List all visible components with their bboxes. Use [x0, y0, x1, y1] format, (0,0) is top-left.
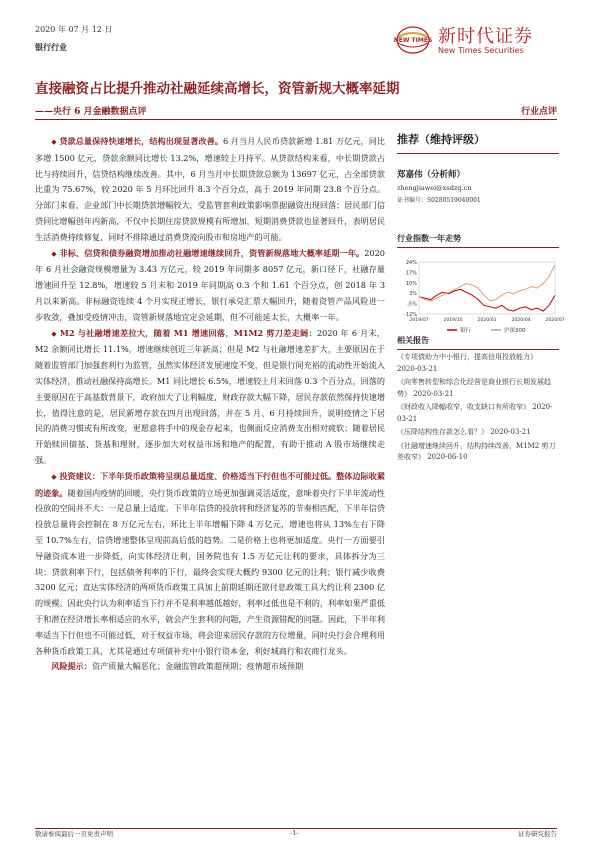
- paragraph-investment: [35, 469, 385, 660]
- related-report-date: 2020-03-21: [488, 428, 531, 436]
- paragraph-text: 6 月当月人民币贷款新增 1.81 万亿元，同比多增 1500 亿元，贷款余额同比增长 13.2%，增速较上月持平。从贷款结构来看，中长期贷款占比与持续回升，信贷结构继续改善。其中，6 月当月中长期贷款总额为 13697 亿元，占全部贷款比重为 75.67%，较 2020 年 5 月环比回升 8.3 个百分点，高于 2019 年同期 23.8 个百分点。分部门来看，企业部门中长期贷款增幅较大，受监管套利政策影响票据融资出现回落；居民部门信贷同比增幅创年内新高，不仅中长期住房贷款规模有所增加，短期消费贷款也显著回升，表明居民生活消费持续修复，同时不排除通过消费贷流向股市和房地产的可能。: [35, 136, 385, 242]
- page-subtitle: ——央行 6 月金融数据点评: [35, 107, 147, 117]
- index-trend-chart: [397, 248, 565, 340]
- sidebar: [397, 131, 565, 461]
- company-logo: [394, 20, 560, 64]
- logo-globe-icon: [394, 24, 432, 56]
- risk-lead: 风险提示：: [51, 661, 92, 672]
- rating: 推荐（维持评级）: [397, 131, 559, 154]
- report-list: [397, 352, 559, 464]
- analyst-name: 郑嘉伟（分析师）: [397, 170, 466, 180]
- main-content: [35, 134, 385, 675]
- paragraph-lead: 非标、信贷和债券融资增加推动社融增速继续回升，资管新规落地大概率延期一年。: [59, 247, 365, 258]
- logo-chinese-name: 新时代证券: [438, 26, 533, 47]
- paragraph-m1m2: [35, 326, 385, 469]
- related-report-date: 2020-03-21: [411, 389, 454, 398]
- paragraph-text: 2020 年 6 月末，M2 余额同比增长 11.1%，增速继续创近三年新高；但是 M2 与社融增速差扩大，主要原因在于随着监管部门加强套利行为监管，虽然实体经济发展速度不变，但是银行间充裕的流动性开始流入实体经济，推动社融保持高增长。M1 同比增长 6.5%，增速较上月末回落 0.3 个百分点，回落的主要原因在于高基数背景下，政府加大了让利幅度，财政存款大幅下降，居民存款依然保持快速增长，值得注意的是，居民新增存款在四月出现回落，并在 5 月、6 月持续回升，说明疫情之下居民的消费习惯或有所改变，更愿意将手中的现金存起来，也侧面反应消费支出相对疲软；随着居民开始赎回债基、货基和理财，逐步加大对权益市场和地产的配置，有助于推动 A 股市场继续走强。: [35, 327, 385, 465]
- related-reports-title: 相关报告: [397, 335, 559, 350]
- logo-english-name: New Times Securities: [438, 46, 524, 55]
- document-type: 行业点评: [520, 107, 557, 117]
- related-report-item[interactable]: [397, 402, 559, 425]
- bullet-icon: ◆: [51, 329, 58, 338]
- bullet-icon: ◆: [51, 138, 57, 146]
- related-report-title: 《压降结构性存款怎么看？》: [397, 428, 488, 436]
- paragraph-text: 随着国内疫情的回暖，央行货币政策的立场更加强调灵活适度，意味着央行下半年流动性投放的空间并不大：一是总量上适度。下半年信贷的投放将和经济复苏的节奏相匹配，下半年信贷投放总量将会控制在 8 万亿元左右，环比上半年增幅下降 4 万亿元，增速也将从 13%左右下降至 10.7%左右，信贷增速整体呈现前高后低的趋势。二是价格上也将更加适度。央行一方面要引导融资成本进一步降低，向实体经济让利，国务院也有 1.5 万亿元让利的要求，具体拆分为三块：贷款利率下行，包括债务利率的下行，最终会实现大概约 9300 亿元的让利；银行减少收费 3200 亿元；直达实体经济的两项货币政策工具加上前期延期还款付息政策工具大约让利 2300 亿的规模。因此央行认为利率适当下行并不是利率越低越好，利率过低也是不利的，利率如果严重低于和潜在经济增长率相适应的水平，就会产生套利的问题，产生资源错配的问题。因此，下半年利率适当下行但也不可能过低，对于权益市场，将会迎来居民存款的方位增量，同时央行会合理利用各种货币政策工具，尤其是通过专项债补充中小银行资本金，利好城商行和农商行龙头。: [35, 487, 385, 656]
- paragraph-text: 2020 年 6 月社会融资规模增量为 3.43 万亿元，较 2019 年同期多 8057 亿元，新口径下，社融存量增速回升至 12.8%，增速较 5 月末和 2019 年同期高 0.3 个和 1.61 个百分点，创 2018 年 3 月以来新高。非标融资连续 4 个月实现正增长，银行承兑汇票大幅回升，随着资管产品风险进一步收敛，叠加受疫情冲击，资管新规落地宜定会延期，但不可能延太长，大概率一年。: [35, 247, 385, 322]
- y-tick-label: 17%: [405, 270, 417, 277]
- related-report-item[interactable]: [397, 427, 559, 439]
- paragraph-social-financing: [35, 246, 385, 326]
- related-report-item[interactable]: [397, 377, 559, 400]
- x-tick-label: 2020/07: [545, 318, 565, 323]
- y-tick-label: 10%: [405, 280, 417, 287]
- logo-mark-text: NEW TIMES: [393, 37, 433, 44]
- related-report-title: 《专项债助力中小银行，提高信用投放能力》: [397, 353, 537, 361]
- report-date: 2020 年 07 月 12 日: [35, 25, 113, 34]
- bullet-icon: ◆: [51, 249, 57, 258]
- legend-label: 银行: [460, 328, 472, 334]
- index-chart-section: [397, 233, 565, 344]
- legend-label: 沪深300: [504, 328, 526, 334]
- x-tick-label: 2019/07: [409, 318, 429, 323]
- analyst-certificate: 证书编号：S0280519040001: [397, 197, 481, 204]
- series-line-1: [419, 265, 555, 301]
- footer-label: 证券研究报告: [518, 830, 557, 838]
- y-tick-label: -12%: [404, 312, 417, 318]
- y-tick-label: -5%: [407, 301, 417, 308]
- related-reports: [397, 335, 559, 464]
- analyst-email[interactable]: zhengjiawei@xsdzq.cn: [397, 184, 472, 192]
- related-report-title: 《向零售转型和综合化经营是商业银行长期发展趋势》: [397, 378, 551, 398]
- related-report-title: 《社融增速继续回升，结构持续改善，M1M2 剪刀差收窄》: [397, 441, 556, 461]
- x-tick-label: 2020/01: [477, 318, 497, 323]
- header-divider: [35, 119, 557, 120]
- bullet-icon: ◆: [51, 472, 57, 481]
- paragraph-lead: 投资建议：下半年货币政策将呈现总量适度、价格适当下行但也不可能过低。整体边际收紧的迹象。: [35, 470, 385, 498]
- related-report-item[interactable]: [397, 352, 559, 375]
- related-report-date: 2020-03-21: [397, 403, 553, 423]
- y-tick-label: 24%: [405, 260, 417, 266]
- related-report-title: 《财政收入降幅收窄，收支缺口有所收窄》: [397, 403, 530, 411]
- paragraph-lead: M2 与社融增速差拉大，随着 M1 增速回落，M1M2 剪刀差走阔：: [59, 327, 317, 338]
- x-tick-label: 2019/10: [443, 318, 463, 323]
- related-report-item[interactable]: [397, 441, 559, 464]
- page-number: -1-: [290, 829, 299, 837]
- x-tick-label: 2020/04: [511, 318, 531, 323]
- series-line-0: [419, 289, 555, 311]
- paragraph-lead: 贷款总量保持快速增长，结构出现显著改善。: [59, 136, 223, 146]
- y-tick-label: 3%: [409, 291, 417, 298]
- paragraph-loans: [35, 134, 385, 246]
- industry-label: 银行行业: [35, 42, 67, 52]
- related-report-date: 2020-06-10: [425, 453, 468, 461]
- risk-warning: [35, 659, 385, 675]
- related-report-date: 2020-03-21: [397, 364, 438, 373]
- chart-title: 行业指数一年走势: [397, 233, 559, 248]
- risk-text: 资产质量大幅恶化；金融监管政策超预期；疫情超市场预期: [91, 661, 304, 672]
- footer-disclaimer[interactable]: 敬请参阅最后一页免责声明: [35, 830, 113, 838]
- page-title: 直接融资占比提升推动社融延续高增长，资管新规大概率延期: [35, 81, 400, 97]
